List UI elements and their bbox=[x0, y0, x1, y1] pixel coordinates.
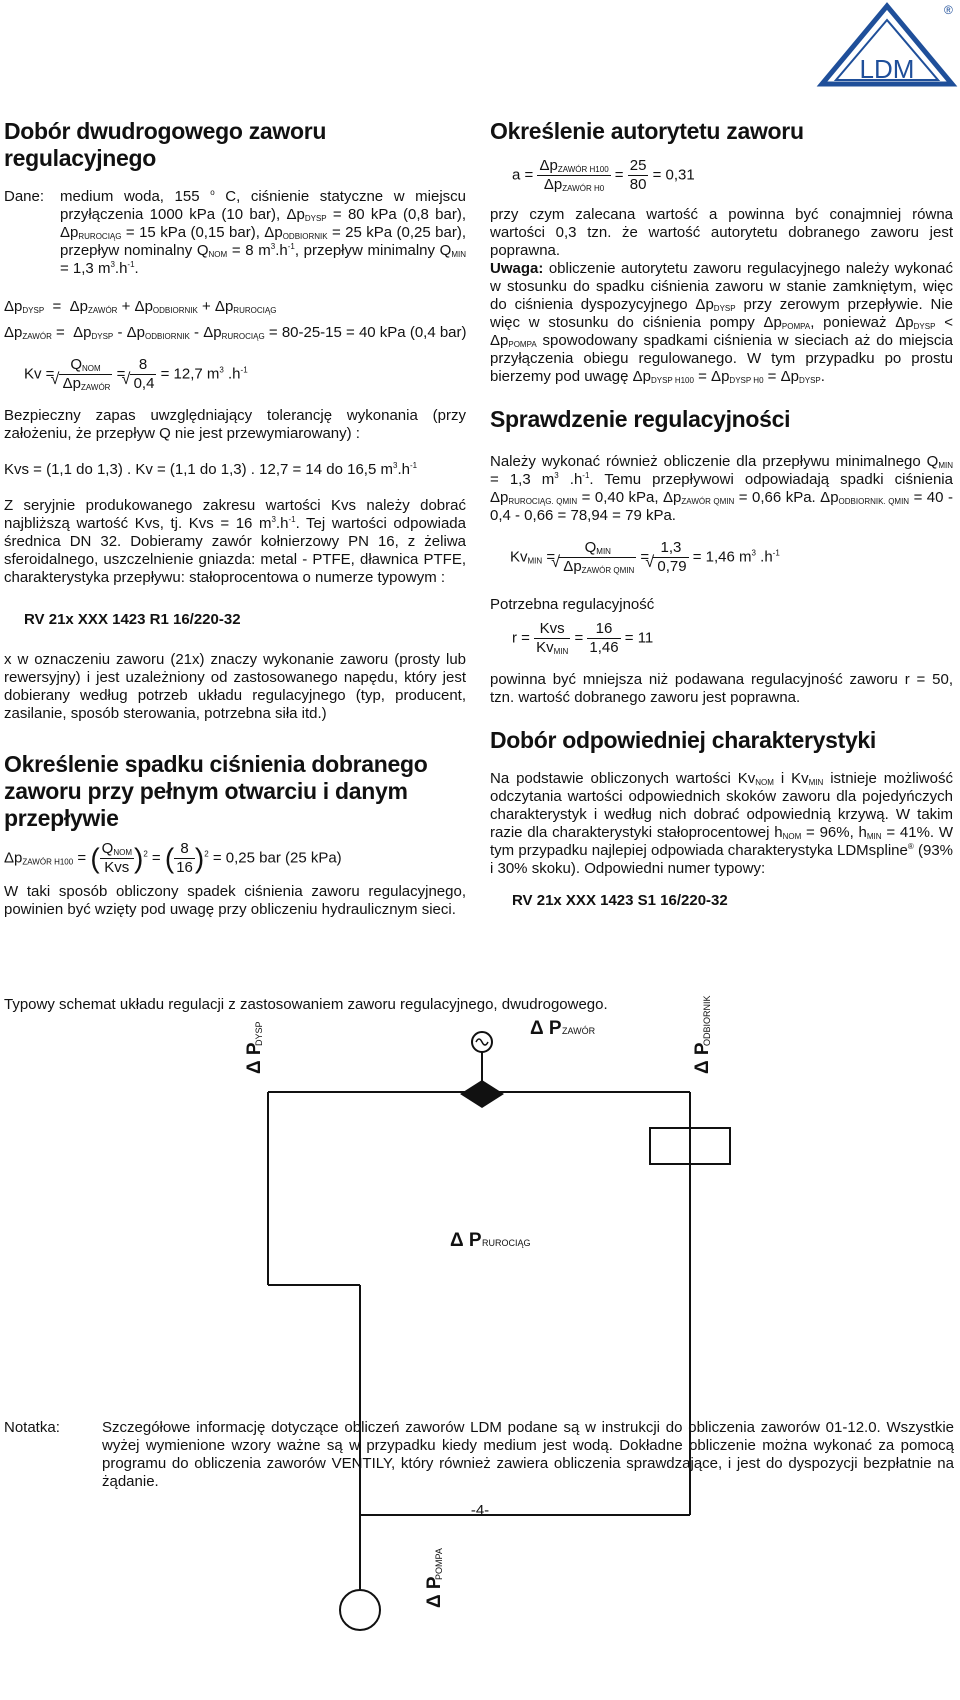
dp-dysp-sub: DYSP bbox=[254, 1021, 264, 1046]
w-taki-text: W taki sposób obliczony spadek ciśnienia zaworu regulacyjnego, powinien być wzięty pod uwagę przy obliczeniu hydraulicznym sieci. bbox=[4, 883, 466, 918]
left-title2: Określenie spadku ciśnienia dobranego zaworu przy pełnym otwarciu i danym przepływie bbox=[4, 751, 428, 831]
dane-label: Dane: bbox=[4, 188, 45, 205]
eq-kv-min: $Kv_{MIN}$ = $Q_{MIN}$ √ $\Delta p_{ZAWÓR QMIN}$ = 1,3 √ 0,79 = 1,46 $m^3$ $.h^{-1}$ bbox=[510, 539, 953, 576]
dp-odbiornik-label: Δ P bbox=[692, 1042, 713, 1074]
dane-text: medium woda, 155 $^o$ C, ciśnienie statyczne w miejscu przyłączenia 1000 kPa (10 bar), $\Delta p_{DYSP} = 80$ kPa (0,8 bar), $\Delta p_{RUROCIĄG} = 15$ kPa (0,15 bar), $\Delta p_{ODBIORNIK} = 25$ kPa (0,25 bar), przepływ nominalny $Q_{NOM} = 8$ $m^3.h^{-1}$, przepływ minimalny $Q_{MIN} = 1,3$ $m^3.h^{-1}$. bbox=[60, 188, 467, 277]
na-podstawie-text: Na podstawie obliczonych wartości $Kv_{NOM}$ i $Kv_{MIN}$ istnieje możliwość odczytania wartości odpowiednich skoków zaworu dla pojedyńczych charakterystyk i według nich dobrać odpowiednią krzywą. W takim razie dla charakterystyki stałoprocentowej $h_{NOM} = 96\%$, $h_{MIN} = 41\%$. W tym przypadku najlepiej odpowiada charakterystyka LDMspline® (93% i 30% skoku). Odpowiedni numer typowy: bbox=[490, 770, 954, 877]
right-title: Określenie autorytetu zaworu bbox=[490, 118, 804, 144]
seria-text: Z seryjnie produkowanego zakresu wartości Kvs należy dobrać najbliższą wartość Kvs, tj. Kvs = 16 $m^3.h^{-1}$. Tej wartości odpowiada średnica DN 32. Dobieramy zawór kołnierzowy PN 16, z żeliwa sferoidalnego, uszczelnienie gniazda: metal - PTFE, dławnica PTFE, charakterystyka przepływu: stałoprocentowa o numerze typowym : bbox=[4, 497, 466, 586]
dp-pompa-label: Δ P bbox=[424, 1576, 445, 1608]
dp-zawor-sub: ZAWÓR bbox=[562, 1026, 596, 1036]
eq-kv: Kv = $Q_{NOM}$ √ $\Delta p_{ZAWÓR}$ = 8 √ 0,4 = 12,7 $m^3$ $.h^{-1}$ bbox=[24, 356, 466, 393]
page-number: -4- bbox=[470, 1502, 490, 1519]
dp-zawor-label: Δ P bbox=[530, 1018, 562, 1039]
schema-caption: Typowy schemat układu regulacji z zastosowaniem zaworu regulacyjnego, dwudrogowego. bbox=[4, 996, 608, 1013]
bezpieczny-text: Bezpieczny zapas uwzględniający tolerancję wykonania (przy założeniu, że przepływ Q nie jest przewymiarowany) : bbox=[4, 407, 466, 442]
dp-pompa-sub: POMPA bbox=[434, 1548, 444, 1580]
notatka-text: Szczegółowe informację dotyczące obliczeń zaworów LDM podane są w instrukcji do obliczenia zaworów 01-12.0. Wszystkie wyżej wymienione wzory ważne są w przypadku kiedy medium jest wodą. Dokładne obliczenie można wykonać za pomocą programu do obliczenia zaworów VENTILY, który również zawiera obliczenia sprawdzające, i jest do dyspozycji bezpłatnie na żądanie. bbox=[102, 1419, 954, 1490]
uwaga-text: Uwaga: obliczenie autorytetu zaworu regulacyjnego należy wykonać w stosunku do spadku ciśnienia zaworu w stanie zamkniętym, więc do ciśnienia dyspozycyjnego $\Delta p_{DYSP}$ przy zerowym przepływie. Nie więc w stosunku do ciśnienia pompy $\Delta p_{POMPA}$, ponieważ $\Delta p_{DYSP} < \Delta p_{POMPA}$ spowodowany spadkami ciśnienia w sieciach aż do miejscia przyłączenia obiegu regulowanego. W tym przypadku po prostu bierzemy pod uwagę $\Delta p_{DYSP H100} = \Delta p_{DYSP H0} = \Delta p_{DYSP}$. bbox=[490, 260, 953, 385]
eq-dp-dysp: $\Delta p_{DYSP} = \Delta p_{ZAWÓR} + \Delta p_{ODBIORNIK} + \Delta p_{RUROCIĄG}$ bbox=[4, 298, 277, 315]
x-text: x w oznaczeniu zaworu (21x) znaczy wykonanie zaworu (prosty lub rewersyjny) i jest uzależniony od zastosowanego napędu, który jest dobierany według potrzeb układu regulacyjnego (typ, producent, zasilanie, sposób sterowania, potrzebna siła itd.) bbox=[4, 651, 466, 722]
right-title3: Dobór odpowiedniej charakterystyki bbox=[490, 727, 877, 753]
ldm-logo bbox=[818, 2, 956, 86]
potrzebna-text: Potrzebna regulacyjność bbox=[490, 596, 655, 613]
eq-dp-zawor: $\Delta p_{ZAWÓR} = \Delta p_{DYSP} - \Delta p_{ODBIORNIK} - \Delta p_{RUROCIĄG} = 80-25-15 = 40$ kPa (0,4 bar) bbox=[4, 324, 467, 341]
notatka-label: Notatka: bbox=[4, 1419, 60, 1436]
dane-block bbox=[4, 188, 466, 278]
left-title: Dobór dwudrogowego zaworu regulacyjnego bbox=[4, 118, 327, 171]
dp-odbiornik-sub: ODBIORNIK bbox=[702, 995, 712, 1046]
valve-symbol bbox=[460, 1032, 504, 1108]
right-type-code: RV 21x XXX 1423 S1 16/220-32 bbox=[512, 892, 728, 909]
right-column bbox=[490, 118, 953, 910]
dp-dysp-label: Δ P bbox=[244, 1042, 265, 1074]
left-column bbox=[4, 118, 466, 919]
logo-reg: ® bbox=[944, 3, 953, 17]
left-type-code: RV 21x XXX 1423 R1 16/220-32 bbox=[24, 611, 241, 628]
logo-text: LDM bbox=[859, 54, 915, 84]
eq-dp-h100: $\Delta p_{ZAWÓR H100}$ = ( $\frac{Q_{NOM}}{\text{Kvs}}$ )$^2$ = ( $\frac{8}{16}$ )$^2$ = 0,25 bar (25 kPa) bbox=[4, 840, 342, 876]
notatka-block bbox=[4, 1419, 954, 1491]
przy-czym-text: przy czym zalecana wartość a powinna być conajmniej równa wartości 0,3 tzn. że wartość autorytetu dobranego zaworu jest poprawna. bbox=[490, 206, 953, 259]
dp-rurociag-sub: RUROCIĄG bbox=[482, 1238, 531, 1248]
kvs-line: Kvs = (1,1 do 1,3) . Kv = (1,1 do 1,3) . 12,7 = 14 do 16,5 $m^3.h^{-1}$ bbox=[4, 461, 418, 478]
eq-r: r = $\frac{\text{Kvs}}{Kv_{MIN}}$ = $\frac{16}{1,46}$ = 11 bbox=[512, 620, 654, 656]
nalezy-text: Należy wykonać również obliczenie dla przepływu minimalnego $Q_{MIN} = 1,3$ $m^3$ $.h^{-1}$. Temu przepływowi odpowiadają spadki ciśnienia $\Delta p_{RUROCIĄG. QMIN} = 0,40$ kPa, $\Delta p_{ZAWÓR QMIN} = 0,66$ kPa. $\Delta p_{ODBIORNIK. QMIN} = 40 - 0,4 - 0,66 = 78,94 = 79$ kPa. bbox=[490, 453, 953, 524]
powinna-text: powinna być mniejsza niż podawana regulacyjność zaworu r = 50, tzn. wartość dobranego zaworu jest poprawna. bbox=[490, 671, 953, 706]
dp-rurociag-label: Δ P bbox=[450, 1230, 482, 1251]
right-title2: Sprawdzenie regulacyjności bbox=[490, 406, 791, 432]
eq-a: a = $\frac{\Delta p_{ZAWÓR H100}}{\Delta p_{ZAWÓR H0}}$ = $\frac{25}{80}$ = 0,31 bbox=[512, 157, 695, 193]
